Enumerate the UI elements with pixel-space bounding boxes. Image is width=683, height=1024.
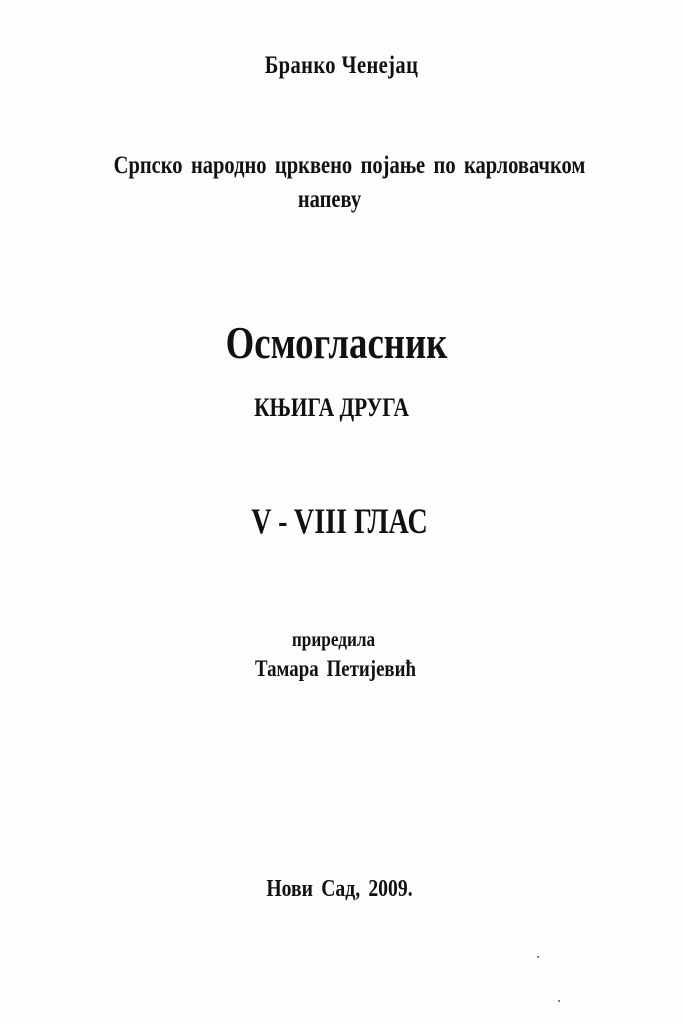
author-name: Бранко Ченејац [264,52,419,79]
edited-by-label: приредила [291,627,376,651]
scan-speck [537,956,539,958]
publication-imprint: Нови Сад, 2009. [266,876,413,902]
scan-speck [558,1000,560,1002]
subtitle-line-1: Српско народно црквено појање по карловачком [113,152,586,179]
subtitle-line-2: напеву [297,186,362,213]
editor-name: Тамара Петијевић [255,656,416,681]
voices-range: V - VIII ГЛАС [251,501,428,541]
book-title: Осмогласник [225,317,448,368]
volume-label: КЊИГА ДРУГА [254,393,409,422]
